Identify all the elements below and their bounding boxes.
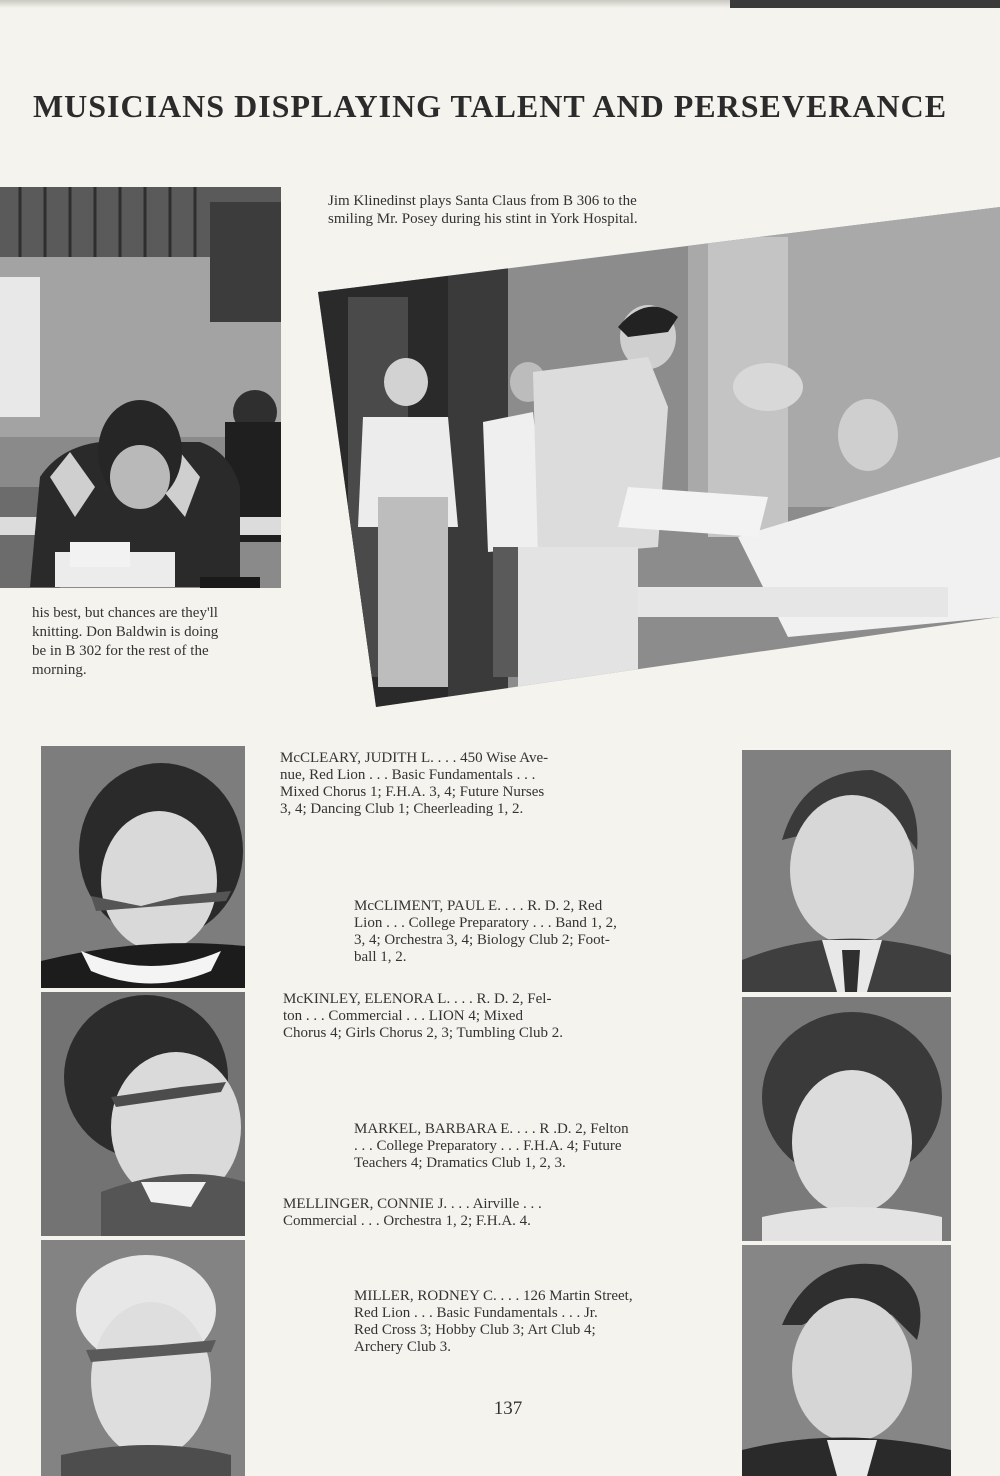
page-title: MUSICIANS DISPLAYING TALENT AND PERSEVERANCE [32,88,948,124]
entry-mckinley-elenora: McKINLEY, ELENORA L. . . . R. D. 2, Fel- ton . . . Commercial . . . LION 4; Mixed Chorus 4; Girls Chorus 2, 3; Tumbling Club 2. [283,991,564,1041]
hospital-photo [318,207,1000,707]
portrait-barbara-markel [742,997,951,1241]
entry-markel-barbara: MARKEL, BARBARA E. . . . R .D. 2, Felton . . . College Preparatory . . . F.H.A. 4; Future Teachers 4; Dramatics Club 1, 2, 3. [354,1121,629,1171]
knitting-caption: his best, but chances are they'll knitting. Don Baldwin is doing be in B 302 for the rest of the morning. [32,605,219,678]
page-number: 137 [493,1398,523,1419]
entry-miller-rodney: MILLER, RODNEY C. . . . 126 Martin Street, Red Lion . . . Basic Fundamentals . . . Jr. Red Cross 3; Hobby Club 3; Art Club 4; Archery Club 3. [354,1288,633,1355]
portrait-connie-mellinger [41,1240,245,1476]
portrait-rodney-miller [742,1245,951,1476]
knitting-photo [0,187,281,588]
entry-mellinger-connie: MELLINGER, CONNIE J. . . . Airville . . . Commercial . . . Orchestra 1, 2; F.H.A. 4. [283,1196,542,1229]
entry-mccleary-judith: McCLEARY, JUDITH L. . . . 450 Wise Ave- nue, Red Lion . . . Basic Fundamentals . . . Mixed Chorus 1; F.H.A. 3, 4; Future Nurses 3, 4; Dancing Club 1; Cheerleading 1, 2. [280,750,549,817]
hospital-caption: Jim Klinedinst plays Santa Claus from B 306 to the smiling Mr. Posey during his stint in York Hospital. [328,193,638,227]
page-top-tab [730,0,1000,8]
portrait-elenora-mckinley [41,992,245,1236]
portrait-paul-mccliment [742,750,951,992]
entry-mccliment-paul: McCLIMENT, PAUL E. . . . R. D. 2, Red Lion . . . College Preparatory . . . Band 1, 2, 3, 4; Orchestra 3, 4; Biology Club 2; Foot- ball 1, 2. [354,898,617,965]
portrait-judith-mccleary [41,746,245,988]
